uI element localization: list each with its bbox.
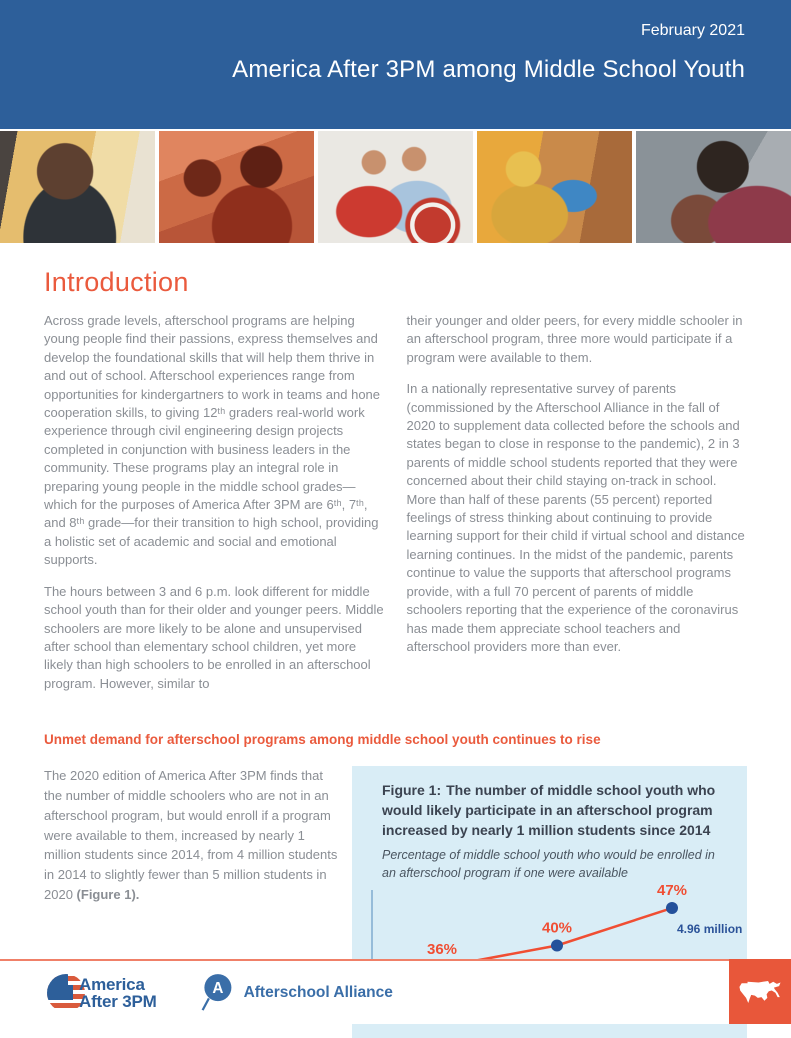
figure1-title-label: Figure 1: bbox=[382, 782, 442, 799]
svg-text:A: A bbox=[211, 979, 223, 997]
svg-text:4.96 million: 4.96 million bbox=[677, 922, 743, 937]
figure1-note-text bbox=[44, 766, 340, 905]
photo-robotics-girls bbox=[159, 131, 314, 243]
photo-workshop-mentor bbox=[477, 131, 632, 243]
page-footer bbox=[0, 959, 791, 1024]
page-content bbox=[0, 267, 791, 1038]
intro-heading: Introduction bbox=[44, 267, 189, 297]
usa-map-icon bbox=[738, 978, 782, 1006]
photo-boy-portrait bbox=[0, 131, 155, 243]
intro-col-right bbox=[407, 312, 748, 706]
page-header bbox=[0, 0, 791, 129]
figure1-subtitle: Percentage of middle school youth who would be enrolled in an afterschool program if one were available bbox=[382, 848, 715, 881]
svg-text:36%: 36% bbox=[426, 941, 458, 959]
svg-text:40%: 40% bbox=[541, 919, 573, 937]
figure1-title bbox=[382, 780, 717, 840]
intro-paragraph-3: their younger and older peers, for every middle schooler in an afterschool program, three more would participate if a program were available to them. bbox=[406, 313, 743, 365]
intro-paragraph-2: The hours between 3 and 6 p.m. look different for middle school youth than for their older and younger peers. Middle schoolers are more likely to be alone and unsupervised after school than elementary school children, yet more likely than high schoolers to be enrolled in an afterschool program. However, similar to bbox=[44, 583, 384, 691]
america-after-3pm-logo bbox=[46, 973, 157, 1013]
photo-soccer-boys bbox=[318, 131, 473, 243]
figure1-reference: (Figure 1). bbox=[76, 886, 140, 902]
america-after-3pm-wordmark: America After 3PM bbox=[79, 974, 157, 1011]
photo-strip bbox=[0, 131, 791, 243]
photo-girl-braids bbox=[636, 131, 791, 243]
figure1-note-body: The 2020 edition of America After 3PM finds that the number of middle schoolers who are not in an afterschool program, but would enroll if a program were available to them, increased by nearly 1 million students since 2014, from 4 million students in 2014 to slightly fewer than 5 million students in 2020 bbox=[44, 768, 338, 902]
intro-paragraph-4: In a nationally representative survey of parents (commissioned by the Afterschool Alliance in the fall of 2020 to supplement data collected before the schools and states began to close in response to the pandemic), 2 in 3 parents of middle school students reported that they were concerned about their child staying on-track in school. More than half of these parents (55 percent) reported feelings of stress thinking about continuing to provide learning support for their child if virtual school and distance learning continues. In the midst of the pandemic, parents continue to value the supports that afterschool programs provide, with a full 70 percent of parents of middle schoolers reporting that the experience of the coronavirus has made them appreciate school teachers and afterschool providers more than ever. bbox=[406, 381, 745, 654]
usa-map-box bbox=[729, 959, 791, 1024]
afterschool-alliance-icon bbox=[199, 972, 235, 1014]
afterschool-alliance-wordmark: Afterschool Alliance bbox=[243, 983, 393, 1001]
intro-paragraph-1: Across grade levels, afterschool programs are helping young people find their passions, express themselves and develop the foundational skills that will help them thrive in and out of school. Afterschool experiences range from opportunities for kindergartners to work in teams and hone cooperation skills, to giving 12ᵗʰ graders real-world work experience through civil engineering design projects completed in conjunction with business leaders in the community. These programs play an integral role in preparing young people in the middle school grades—which for the purposes of America After 3PM are 6ᵗʰ, 7ᵗʰ, and 8ᵗʰ grade—for their transition to high school, providing a holistic set of academic and social and emotional supports. bbox=[44, 313, 381, 568]
svg-text:47%: 47% bbox=[656, 882, 688, 900]
figure1-title-text: The number of middle school youth who would likely participate in an afterschool program increased by nearly 1 million students since 2014 bbox=[382, 782, 716, 839]
intro-columns bbox=[44, 312, 747, 706]
afterschool-alliance-logo bbox=[199, 972, 393, 1014]
unmet-demand-heading: Unmet demand for afterschool programs among middle school youth continues to rise bbox=[44, 732, 601, 748]
intro-col-left bbox=[44, 312, 385, 706]
publication-date: February 2021 bbox=[640, 22, 745, 39]
page-title: America After 3PM among Middle School Youth bbox=[232, 56, 745, 83]
footer-logos bbox=[0, 959, 729, 1024]
